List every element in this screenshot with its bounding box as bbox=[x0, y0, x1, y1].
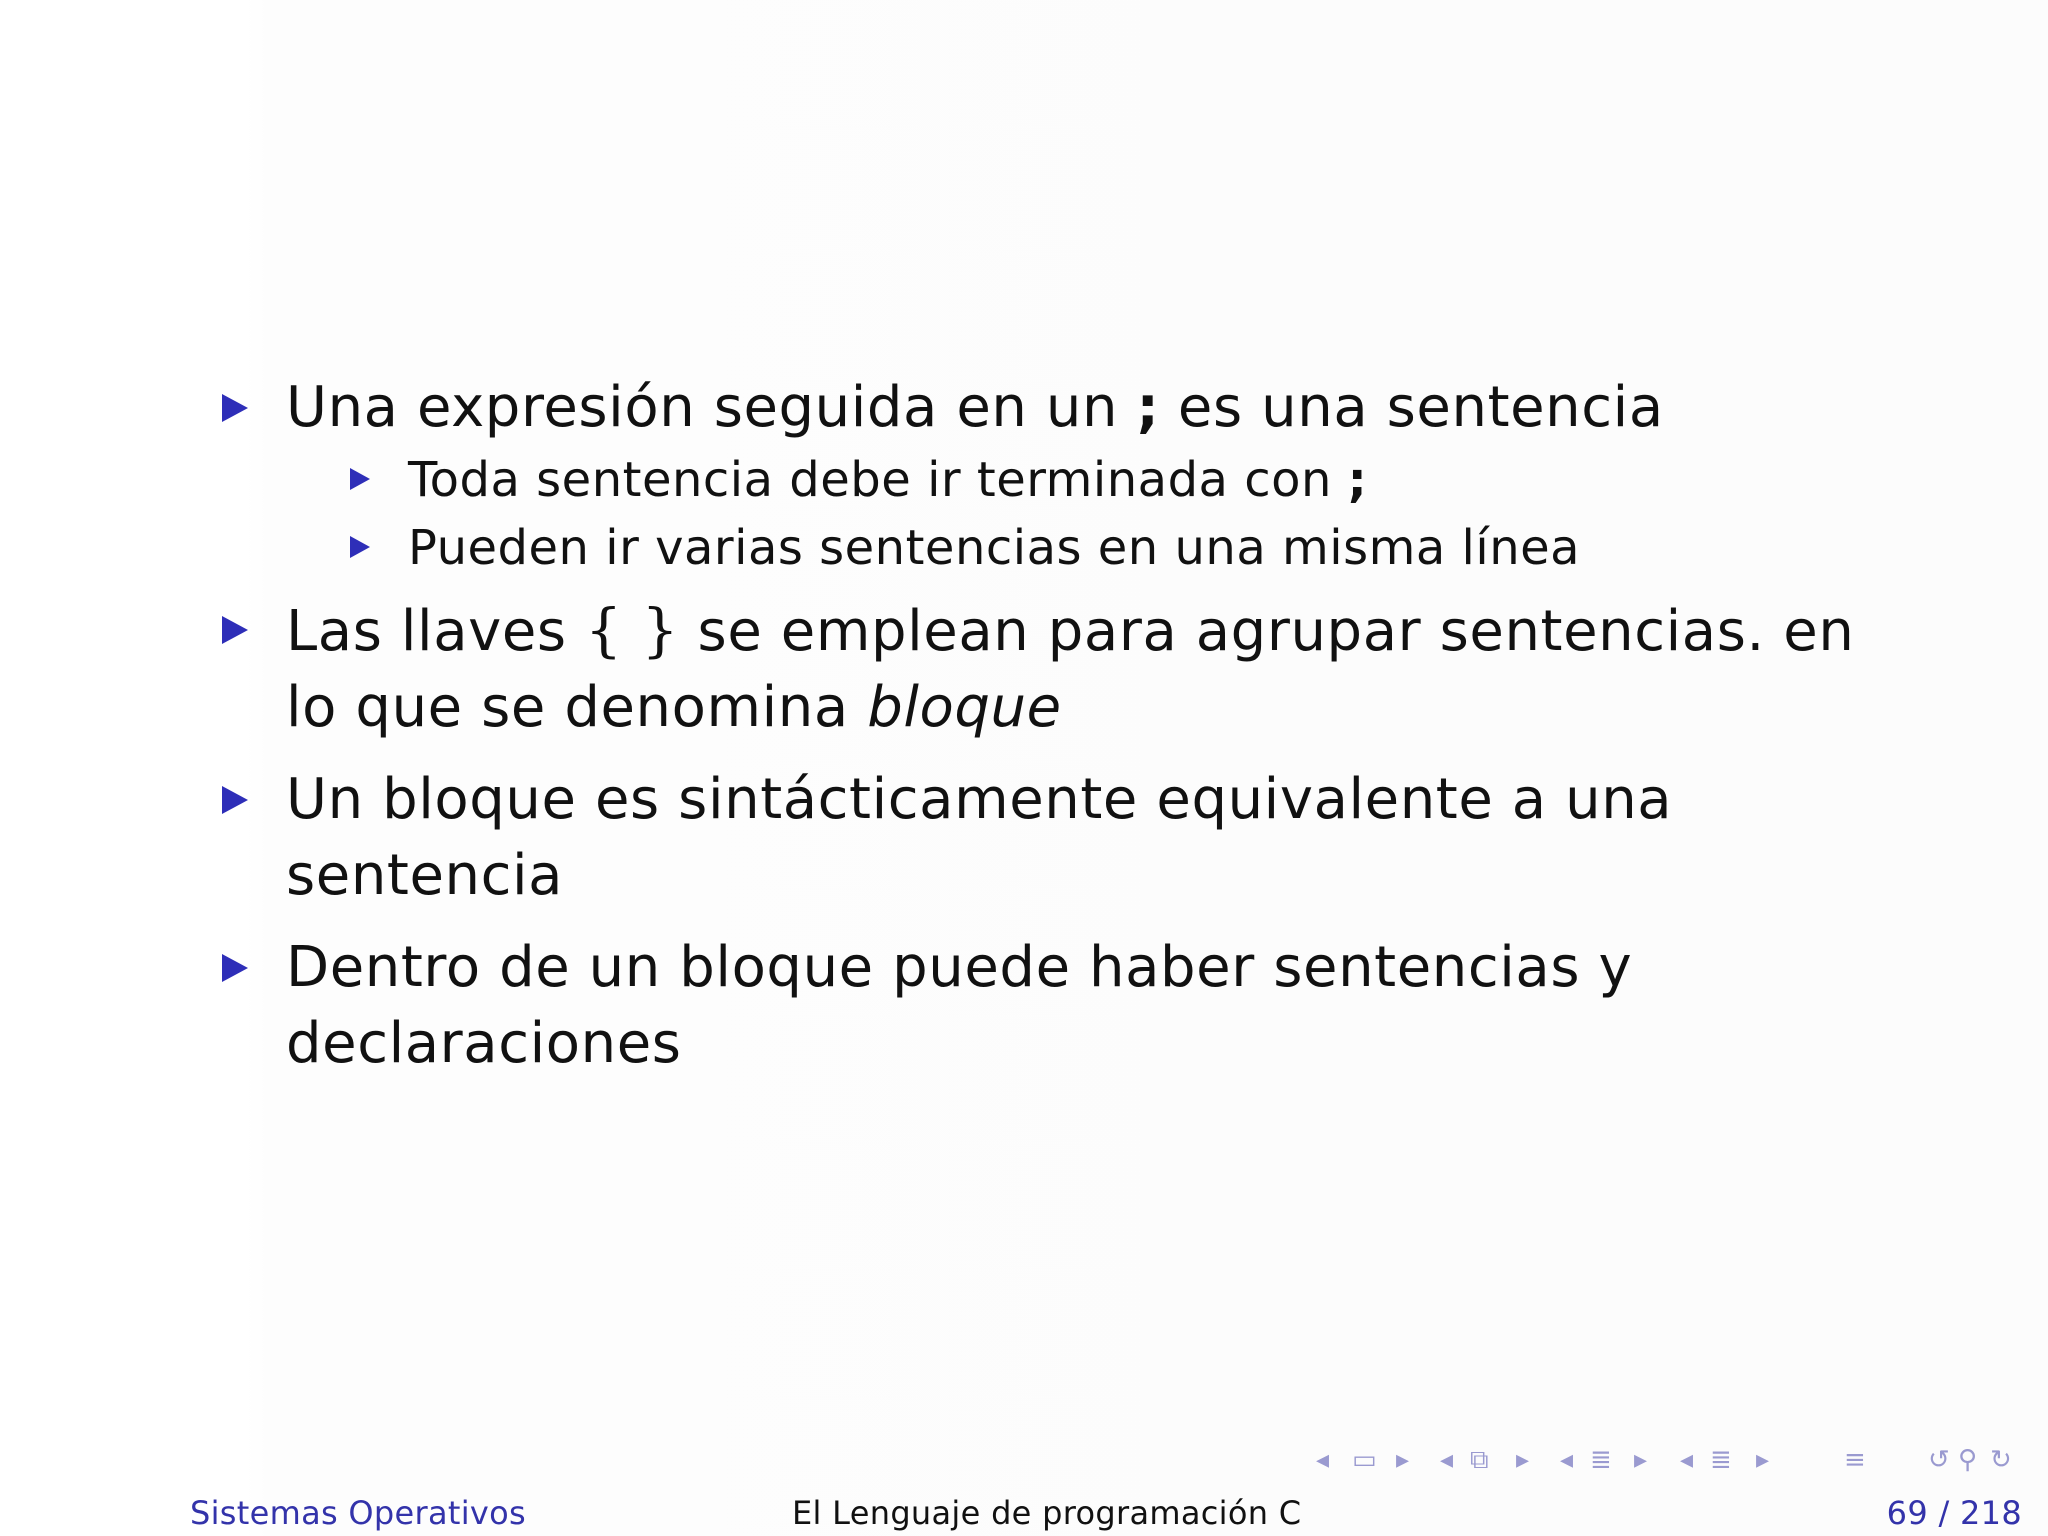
bullet-text: Dentro de un bloque puede haber sentencias y declaraciones bbox=[286, 935, 1633, 1076]
nav-prev-arrow-icon[interactable]: ◂ bbox=[1440, 1445, 1454, 1475]
search-icon[interactable]: ⚲ bbox=[1958, 1445, 1978, 1475]
doc-icon[interactable]: ≣ bbox=[1710, 1445, 1732, 1475]
subsection-icon[interactable]: ⧉ bbox=[1470, 1445, 1489, 1475]
bullet-triangle-icon bbox=[222, 394, 248, 422]
footer bbox=[0, 1490, 2048, 1536]
beamer-navigation-bar bbox=[1316, 1440, 2036, 1480]
footer-page-number: 69 / 218 bbox=[1886, 1494, 2022, 1532]
nav-prev-arrow-icon[interactable]: ◂ bbox=[1316, 1445, 1330, 1475]
nav-prev-arrow-icon[interactable]: ◂ bbox=[1560, 1445, 1574, 1475]
bullet-text: Un bloque es sintácticamente equivalente a una sentencia bbox=[286, 767, 1673, 908]
nav-next-arrow-icon[interactable]: ▸ bbox=[1516, 1445, 1530, 1475]
frame-icon[interactable]: ▭ bbox=[1352, 1445, 1377, 1475]
sub-bullet-text: Toda sentencia debe ir terminada con ; bbox=[408, 452, 1368, 508]
bullet-text: Una expresión seguida en un ; es una sentencia bbox=[286, 375, 1664, 440]
footer-course-title[interactable]: Sistemas Operativos bbox=[190, 1494, 527, 1532]
nav-next-arrow-icon[interactable]: ▸ bbox=[1634, 1445, 1648, 1475]
bullet-triangle-icon bbox=[222, 616, 248, 644]
bullet-item-4 bbox=[220, 930, 1860, 1082]
align-icon[interactable]: ≡ bbox=[1844, 1445, 1866, 1475]
bullet-item-1 bbox=[220, 370, 1860, 446]
forward-icon[interactable]: ↻ bbox=[1990, 1445, 2012, 1475]
sub-bullet-item-1 bbox=[220, 446, 1860, 514]
bullet-list bbox=[220, 370, 1860, 1082]
nav-next-arrow-icon[interactable]: ▸ bbox=[1396, 1445, 1410, 1475]
back-icon[interactable]: ↺ bbox=[1928, 1445, 1950, 1475]
sub-bullet-triangle-icon bbox=[350, 468, 370, 490]
sub-bullet-triangle-icon bbox=[350, 536, 370, 558]
bullet-triangle-icon bbox=[222, 786, 248, 814]
bullet-triangle-icon bbox=[222, 954, 248, 982]
nav-prev-arrow-icon[interactable]: ◂ bbox=[1680, 1445, 1694, 1475]
bullet-item-2 bbox=[220, 592, 1860, 746]
nav-next-arrow-icon[interactable]: ▸ bbox=[1756, 1445, 1770, 1475]
bullet-item-3 bbox=[220, 762, 1860, 914]
section-icon[interactable]: ≣ bbox=[1590, 1445, 1612, 1475]
sub-bullet-text: Pueden ir varias sentencias en una misma línea bbox=[408, 520, 1581, 576]
sub-bullet-item-2 bbox=[220, 514, 1860, 582]
footer-presentation-title: El Lenguaje de programación C bbox=[792, 1494, 1302, 1532]
bullet-text: Las llaves { } se emplean para agrupar sentencias. en lo que se denomina bloque bbox=[286, 596, 1855, 740]
